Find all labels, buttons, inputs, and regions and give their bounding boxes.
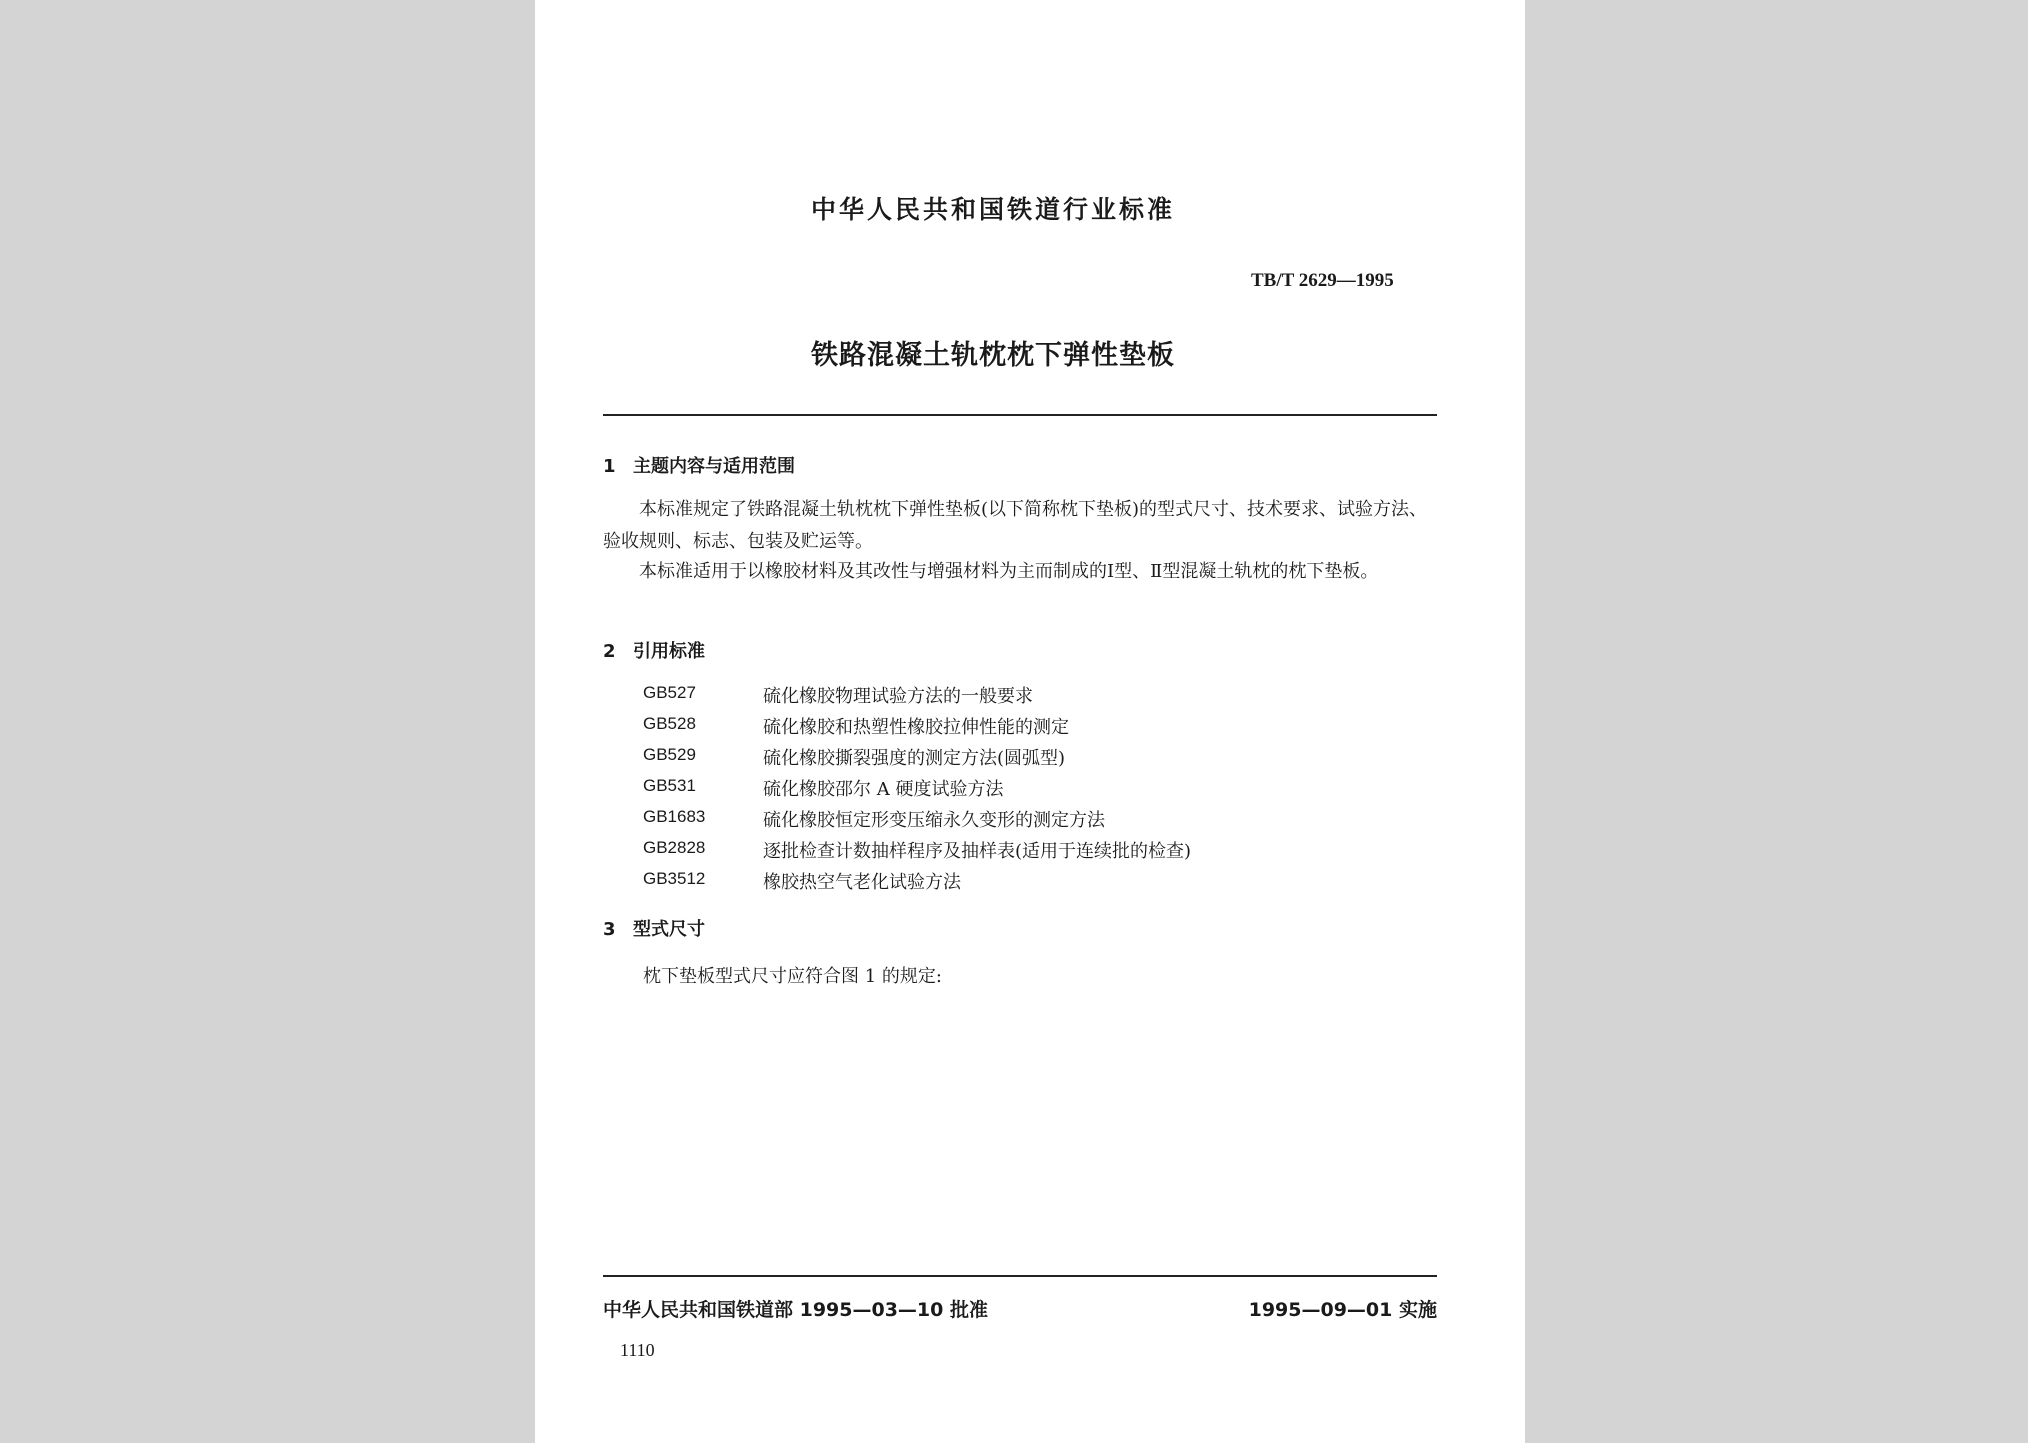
reference-code: GB1683 [643,807,706,826]
reference-title: 硫化橡胶邵尔 A 硬度试验方法 [763,779,1004,800]
reference-code: GB3512 [643,869,706,888]
section-1-paragraph-2: 本标准适用于以橡胶材料及其改性与增强材料为主而制成的Ⅰ型、Ⅱ型混凝土轨枕的枕下垫板。 [639,561,1379,582]
reference-title: 硫化橡胶和热塑性橡胶拉伸性能的测定 [763,717,1069,738]
reference-code: GB529 [643,745,696,764]
approval-line: 中华人民共和国铁道部 1995—03—10 批准 [603,1299,988,1321]
reference-title: 硫化橡胶物理试验方法的一般要求 [763,686,1033,707]
reference-code: GB527 [643,683,696,702]
reference-code: GB531 [643,776,696,795]
org-title: 中华人民共和国铁道行业标准 [811,195,1176,224]
page-number: 1110 [620,1340,655,1360]
section-2-heading [603,637,705,663]
reference-title: 逐批检查计数抽样程序及抽样表(适用于连续批的检查) [763,841,1192,862]
reference-code: GB528 [643,714,696,733]
section-3-body: 枕下垫板型式尺寸应符合图 1 的规定: [643,966,942,987]
section-title: 型式尺寸 [633,919,705,940]
section-1-heading [603,452,795,478]
reference-title: 橡胶热空气老化试验方法 [763,872,961,893]
section-3-heading [603,915,705,941]
section-1-paragraph-1: 本标准规定了铁路混凝土轨枕枕下弹性垫板(以下简称枕下垫板)的型式尺寸、技术要求、试验方法、验收规则、标志、包装及贮运等。 [603,499,1428,552]
reference-title: 硫化橡胶恒定形变压缩永久变形的测定方法 [763,810,1105,831]
section-title: 引用标准 [633,641,705,662]
top-divider [603,414,1437,416]
document-title: 铁路混凝土轨枕枕下弹性垫板 [811,340,1175,371]
section-number: 1 [603,456,616,477]
implementation-date: 1995—09—01 实施 [1248,1299,1437,1321]
section-number: 3 [603,919,616,940]
section-title: 主题内容与适用范围 [633,456,795,477]
reference-code: GB2828 [643,838,706,857]
standard-number: TB/T 2629—1995 [1251,270,1394,291]
reference-title: 硫化橡胶撕裂强度的测定方法(圆弧型) [763,748,1066,769]
document-page [535,0,1525,1443]
bottom-divider [603,1275,1437,1277]
section-number: 2 [603,641,616,662]
